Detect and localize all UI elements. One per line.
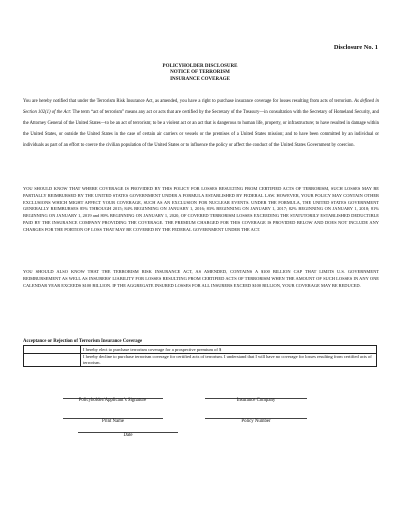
paragraph-italic-text: As defined in Section 102(1) of the Act:: [23, 99, 379, 115]
election-table: [23, 345, 377, 367]
title-line-3: INSURANCE COVERAGE: [170, 76, 230, 82]
paragraph-text-b: The term “act of terrorism” means any act or acts that are certified by the Secretary of the Treasury—in consultation with the Secretary of Homeland Security, and the Attorney General of the United States—to be an act of terrorism; to be a violent act or an act that is dangerous to human life, property, or infrastructure; to have resulted in damage within the United States, or outside the United States in the case of certain air carriers or vessels or the premises of a United States mission; and to have been committed by an individual or individuals as part of an effort to coerce the civilian population of the United States or to influence the policy or affect the conduct of the United States Government by coercion.: [23, 109, 379, 148]
title-line-1: POLICYHOLDER DISCLOSURE: [162, 64, 238, 69]
paragraph-text-a: You are hereby notified that under the Terrorism Risk Insurance Act, as amended, you have a right to purchase insurance coverage for losses resulting from acts of terrorism.: [23, 99, 355, 104]
election-table-title: Acceptance or Rejection of Terrorism Insurance Coverage: [23, 339, 143, 344]
table-row: [24, 346, 377, 354]
policyholder-signature-label: Policyholder/Applicant’s Signature: [78, 398, 147, 403]
accept-text-cell: I hereby elect to purchase terrorism coverage for a prospective premium of $: [81, 346, 377, 354]
disclosure-number: Disclosure No. 1: [333, 44, 378, 51]
title-line-2: NOTICE OF TERRORISM: [170, 70, 230, 76]
notification-paragraph: [23, 97, 379, 152]
table-row: [24, 353, 377, 366]
decline-text-cell: I hereby decline to purchase terrorism coverage for certified acts of terrorism. I understand that I will have no coverage for losses resulting from certified acts of terrorism.: [81, 353, 377, 366]
accept-checkbox-cell[interactable]: [24, 346, 81, 354]
insurance-company-label: Insurance Company: [236, 398, 276, 403]
reimbursement-paragraph: YOU SHOULD KNOW THAT WHERE COVERAGE IS PROVIDED BY THIS POLICY FOR LOSSES RESULTING FROM CERTIFIED ACTS OF TERRORISM, SUCH LOSSES MAY BE PARTIALLY REIMBURSED BY THE UNITED STATES GOVERNMENT UNDER A FORMULA ESTABLISHED BY FEDERAL LAW. HOWEVER, YOUR POLICY MAY CONTAIN OTHER EXCLUSIONS WHICH MIGHT AFFECT YOUR COVERAGE, SUCH AS AN EXCLUSION FOR NUCLEAR EVENTS. UNDER THE FORMULA, THE UNITED STATES GOVERNMENT GENERALLY REIMBURSES 85% THROUGH 2015; 84% BEGINNING ON JANUARY 1, 2016; 83% BEGINNING ON JANUARY 1, 2017; 82% BEGINNING ON JANUARY 1, 2018; 81% BEGINNING ON JANUARY 1, 2019 and 80% BEGINNING ON JANUARY 1, 2020, OF COVERED TERRORISM LOSSES EXCEEDING THE STATUTORILY ESTABLISHED DEDUCTIBLE PAID BY THE INSURANCE COMPANY PROVIDING THE COVERAGE. THE PREMIUM CHARGED FOR THIS COVERAGE IS PROVIDED BELOW AND DOES NOT INCLUDE ANY CHARGES FOR THE PORTION OF LOSS THAT MAY BE COVERED BY THE FEDERAL GOVERNMENT UNDER THE ACT.: [23, 186, 379, 232]
decline-checkbox-cell[interactable]: [24, 353, 81, 366]
print-name-label: Print Name: [102, 419, 124, 424]
policy-number-label: Policy Number: [241, 419, 271, 424]
document-title-block: [0, 64, 400, 83]
date-label: Date: [123, 433, 133, 438]
cap-paragraph: YOU SHOULD ALSO KNOW THAT THE TERRORISM RISK INSURANCE ACT, AS AMENDED, CONTAINS A $100 BILLION CAP THAT LIMITS U.S. GOVERNMENT REIMBURSEMENT AS WELL AS INSURERS' LIABILITY FOR LOSSES RESULTING FROM CERTIFIED ACTS OF TERRORISM WHEN THE AMOUNT OF SUCH LOSSES IN ANY ONE CALENDAR YEAR EXCEEDS $100 BILLION. IF THE AGGREGATE INSURED LOSSES FOR ALL INSURERS EXCEED $100 BILLION, YOUR COVERAGE MAY BE REDUCED.: [23, 269, 379, 288]
